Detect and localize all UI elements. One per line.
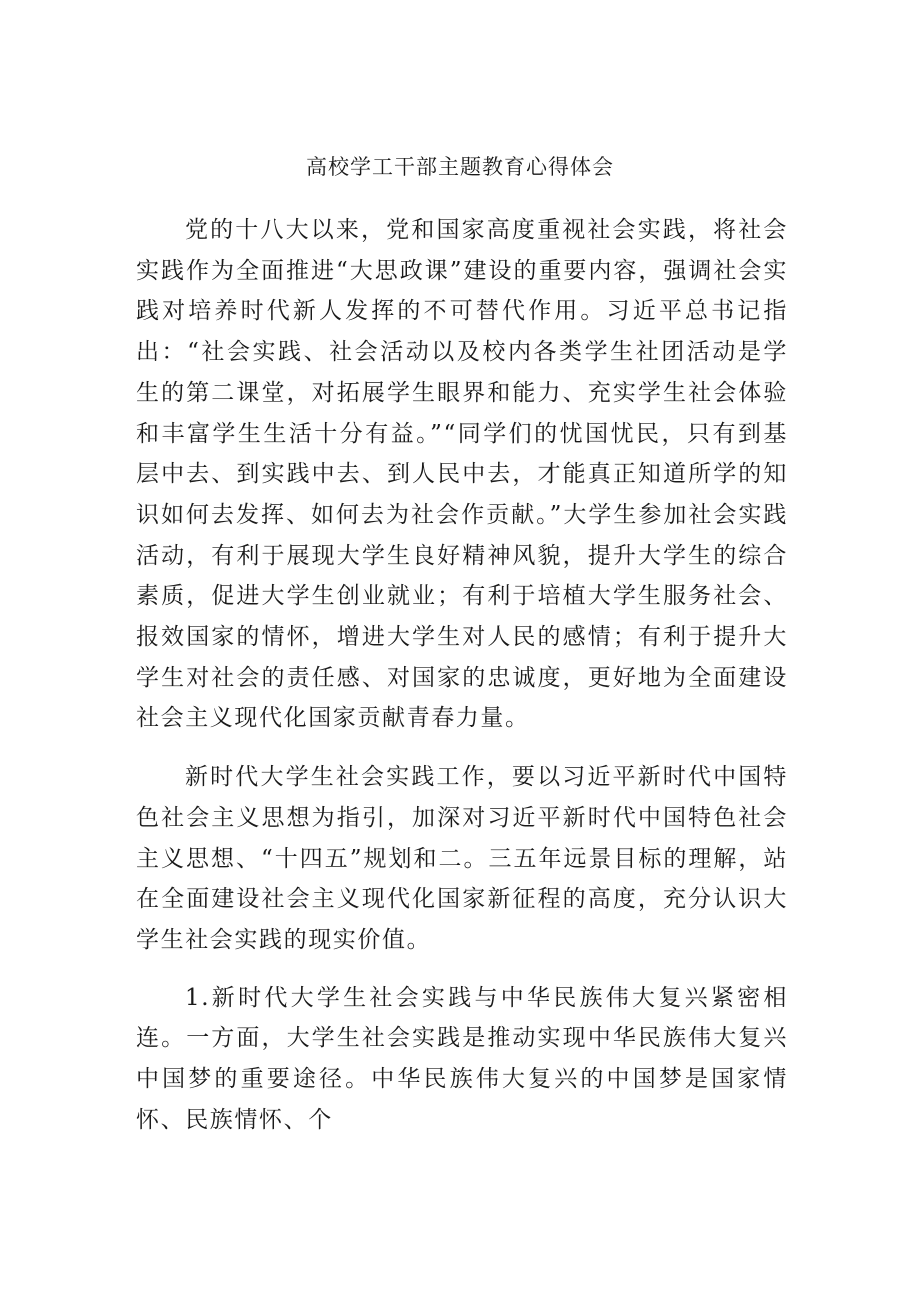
document-title: 高校学工干部主题教育心得体会 [306, 155, 614, 179]
paragraph: 党的十八大以来，党和国家高度重视社会实践，将社会实践作为全面推进“大思政课”建设的重要内容，强调社会实践对培养时代新人发挥的不可替代作用。习近平总书记指出：“社会实践、社会活动以及校内各类学生社团活动是学生的第二课堂，对拓展学生眼界和能力、充实学生社会体验和丰富学生生活十分有益。”“同学们的忧国忧民，只有到基层中去、到实践中去、到人民中去，才能真正知道所学的知识如何去发挥、如何去为社会作贡献。”大学生参加社会实践活动，有利于展现大学生良好精神风貌，提升大学生的综合素质，促进大学生创业就业；有利于培植大学生服务社会、报效国家的情怀，增进大学生对人民的感情；有利于提升大学生对社会的责任感、对国家的忠诚度，更好地为全面建设社会主义现代化国家贡献青春力量。 [136, 217, 788, 732]
paragraph: 新时代大学生社会实践工作，要以习近平新时代中国特色社会主义思想为指引，加深对习近平新时代中国特色社会主义思想、“十四五”规划和二。三五年远景目标的理解，站在全面建设社会主义现代化国家新征程的高度，充分认识大学生社会实践的现实价值。 [136, 764, 788, 953]
paragraph: 1.新时代大学生社会实践与中华民族伟大复兴紧密相连。一方面，大学生社会实践是推动实现中华民族伟大复兴中国梦的重要途径。中华民族伟大复兴的中国梦是国家情怀、民族情怀、个 [136, 984, 788, 1133]
document-body [136, 210, 788, 1158]
